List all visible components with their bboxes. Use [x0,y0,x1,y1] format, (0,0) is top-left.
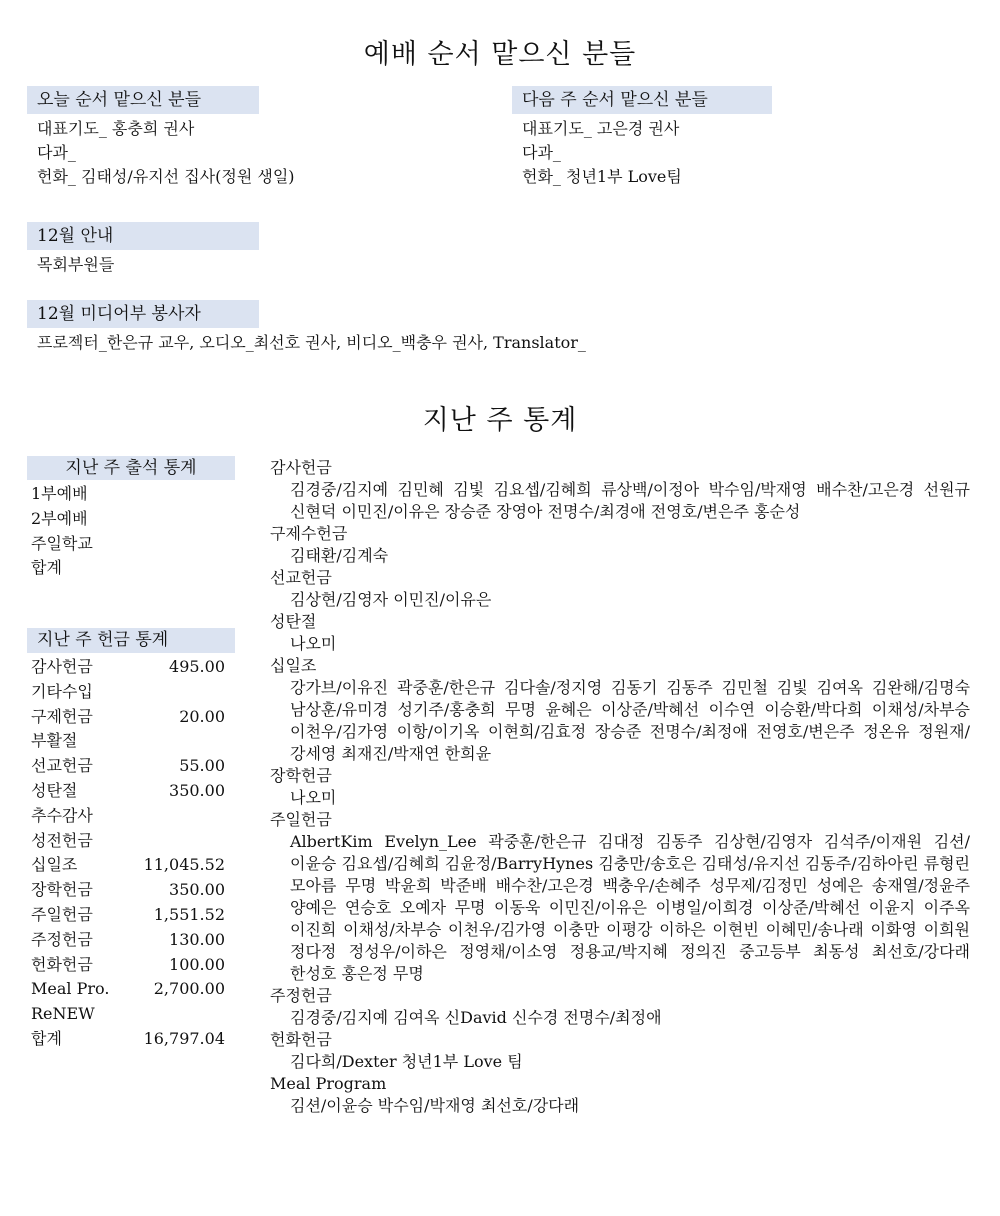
offering-label: 성전헌금 [31,830,93,850]
offering-label: 장학헌금 [31,880,93,900]
offering-amount: 55.00 [179,756,225,776]
next-week-refreshments-line: 다과_ [522,143,561,162]
offering-row [31,1002,225,1027]
offering-amount: 350.00 [169,780,225,800]
donor-category: 구제수헌금 [270,524,348,543]
donor-names: 나오미 [290,634,337,653]
offering-amount: 20.00 [179,706,225,726]
offering-row [31,754,225,779]
offering-label: Meal Pro. [31,979,110,999]
offering-label: 추수감사 [31,805,93,825]
donor-group [270,809,970,985]
offering-amount: 495.00 [169,657,225,676]
donor-category: 헌화헌금 [270,1030,332,1049]
offering-row [31,655,225,680]
attendance-row [31,507,237,532]
donor-names: 김태환/김계숙 [290,546,389,565]
offering-row [31,977,225,1002]
offering-row [31,829,225,854]
offering-label: 감사헌금 [31,657,93,676]
offering-row [31,878,225,903]
next-week-roles-section [512,86,912,189]
donor-group [270,457,970,523]
donor-category: 감사헌금 [270,458,332,477]
donor-group [270,1073,970,1117]
offering-section [27,628,237,1052]
donor-category: 주정헌금 [270,986,332,1005]
december-notice-line: 목회부원들 [37,255,115,274]
attendance-row [31,482,237,507]
today-flowers-line: 헌화_ 김태성/유지선 집사(정원 생일) [37,167,295,186]
offering-amount: 2,700.00 [153,979,225,999]
today-roles-header: 오늘 순서 맡으신 분들 [27,86,259,114]
offering-amount: 16,797.04 [143,1028,225,1048]
donor-group [270,567,970,611]
donor-category: 십일조 [270,656,317,675]
offering-table [27,655,237,1052]
attendance-row [31,532,237,557]
attendance-table [27,482,237,581]
donor-names: AlbertKim Evelyn_Lee 곽중훈/한은규 김대정 김동주 김상현/김영자 김석주/이재원 김션/이윤승 김요셉/김혜희 김윤정/BarryHynes 김충만/송호은 김태성/유지선 김동주/김하아린 류형린 모아름 무명 박윤희 박준배 배수찬/고은경 백충우/손혜주 성무제/김정민 성예은 송재열/정윤주 양예은 연승호 오예자 무명 이동욱 이민진/이유은 이병일/이희경 이상준/박혜선 이윤지 이주옥 이진희 이채성/차부승 이천우/김가영 이충만 이평강 이하은 이현빈 이혜민/송나래 이화영 이희원 정다정 정성우/이하은 정영채/이소영 정용교/박지혜 정의진 중고등부 최동성 최선호/강다래 한성호 홍은정 무명 [290,832,970,983]
offering-row [31,928,225,953]
donor-group [270,611,970,655]
offering-row [31,1027,225,1052]
offering-label: 주일헌금 [31,904,93,924]
next-week-prayer-line: 대표기도_ 고은경 권사 [522,119,680,138]
today-refreshments-line: 다과_ [37,143,76,162]
offering-label: ReNEW [31,1004,95,1024]
donor-names: 김경중/김지예 김민혜 김빛 김요셉/김혜희 류상백/이정아 박수임/박재영 배수찬/고은경 선원규 신현덕 이민진/이유은 장승준 장영아 전명수/최경애 전영호/변은주 홍순성 [290,480,970,521]
offering-label: 부활절 [31,731,78,751]
december-notice-section [27,222,627,277]
offering-row [31,779,225,804]
attendance-label: 2부예배 [31,508,88,528]
offering-row [31,903,225,928]
attendance-section [27,456,237,581]
offering-row [31,705,225,730]
donor-group [270,655,970,765]
donor-group [270,765,970,809]
offering-label: 성탄절 [31,780,78,800]
donor-names: 김상현/김영자 이민진/이유은 [290,590,492,609]
stats-title: 지난 주 통계 [422,405,578,436]
donor-list [270,457,970,1117]
offering-row [31,680,225,705]
december-media-section [27,300,927,355]
attendance-row [31,556,237,581]
offering-label: 주정헌금 [31,929,93,949]
attendance-label: 합계 [31,558,62,578]
offering-amount: 350.00 [169,880,225,900]
offering-row [31,729,225,754]
donor-group [270,985,970,1029]
donor-category: 선교헌금 [270,568,332,587]
donor-category: Meal Program [270,1074,387,1093]
offering-row [31,953,225,978]
attendance-header: 지난 주 출석 통계 [27,456,235,480]
offering-amount: 1,551.52 [153,904,225,924]
offering-amount: 100.00 [169,954,225,974]
donor-names: 김다희/Dexter 청년1부 Love 팀 [290,1052,523,1071]
attendance-label: 1부예배 [31,484,88,503]
offering-label: 합계 [31,1028,62,1048]
donor-category: 장학헌금 [270,766,332,785]
offering-label: 헌화헌금 [31,954,93,974]
service-title: 예배 순서 맡으신 분들 [363,39,637,70]
offering-amount: 130.00 [169,929,225,949]
offering-label: 십일조 [31,855,78,875]
offering-row [31,853,225,878]
donor-names: 강가브/이유진 곽중훈/한은규 김다솔/정지영 김동기 김동주 김민철 김빛 김여옥 김완해/김명숙 남상훈/유미경 성기주/홍충희 무명 윤혜은 이상준/박혜선 이수연 이승환/박다희 이채성/차부승 이천우/김가영 이항/이기옥 이현희/김효정 장승준 전명수/최정애 전영호/변은주 정온유 정원재/강세영 최재진/박재연 한희윤 [290,678,970,763]
today-roles-section [27,86,427,189]
december-media-line: 프로젝터_한은규 교우, 오디오_최선호 권사, 비디오_백충우 권사, Translator_ [37,333,586,352]
attendance-label: 주일학교 [31,533,93,553]
donor-names: 김경중/김지예 김여옥 신David 신수경 전명수/최정애 [290,1008,662,1027]
offering-label: 구제헌금 [31,706,93,726]
december-notice-header: 12월 안내 [27,222,259,250]
next-week-roles-header: 다음 주 순서 맡으신 분들 [512,86,772,114]
donor-names: 김션/이윤승 박수임/박재영 최선호/강다래 [290,1096,580,1115]
offering-label: 선교헌금 [31,756,93,776]
donor-group [270,523,970,567]
next-week-flowers-line: 헌화_ 청년1부 Love팀 [522,167,682,186]
today-prayer-line: 대표기도_ 홍충희 권사 [37,119,195,138]
december-media-header: 12월 미디어부 봉사자 [27,300,259,328]
donor-category: 성탄절 [270,612,317,631]
donor-names: 나오미 [290,788,337,807]
offering-label: 기타수입 [31,681,93,701]
offering-row [31,804,225,829]
offering-header: 지난 주 헌금 통계 [27,628,235,653]
offering-amount: 11,045.52 [143,855,225,875]
donor-group [270,1029,970,1073]
donor-category: 주일헌금 [270,810,332,829]
